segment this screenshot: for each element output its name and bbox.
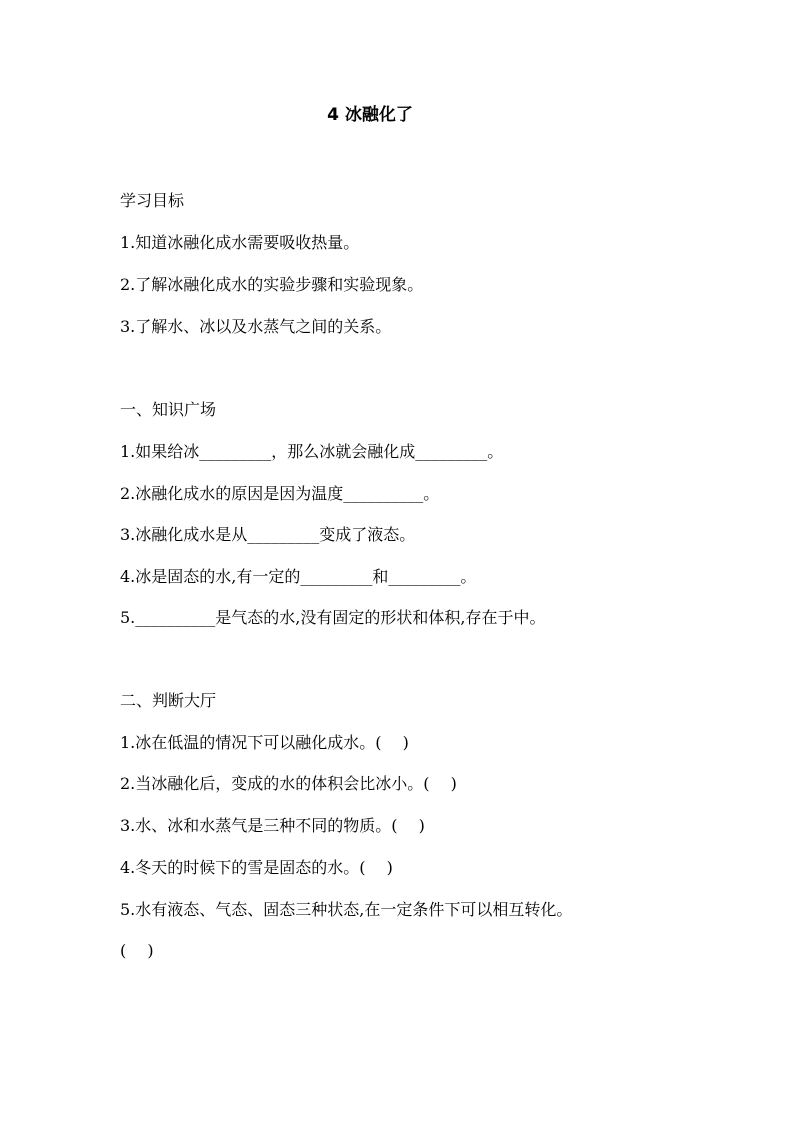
answer-parentheses: ( ) bbox=[120, 941, 154, 960]
knowledge-heading: 一、知识广场 bbox=[120, 400, 217, 419]
fill-blank-question: 2.冰融化成水的原因是因为温度__________。 bbox=[120, 484, 440, 503]
true-false-question: 2.当冰融化后，变成的水的体积会比冰小。( ) bbox=[120, 774, 457, 793]
page-title: 4 冰融化了 bbox=[327, 105, 413, 125]
objective-item: 1.知道冰融化成水需要吸收热量。 bbox=[120, 233, 360, 252]
true-false-question: 4.冬天的时候下的雪是固态的水。( ) bbox=[120, 858, 393, 877]
objective-item: 3.了解水、冰以及水蒸气之间的关系。 bbox=[120, 317, 392, 336]
objective-item: 2.了解冰融化成水的实验步骤和实验现象。 bbox=[120, 275, 424, 294]
fill-blank-question: 3.冰融化成水是从_________变成了液态。 bbox=[120, 525, 416, 544]
true-false-question: 1.冰在低温的情况下可以融化成水。( ) bbox=[120, 733, 409, 752]
judgement-heading: 二、判断大厅 bbox=[120, 691, 217, 710]
true-false-question: 3.水、冰和水蒸气是三种不同的物质。( ) bbox=[120, 816, 425, 835]
fill-blank-question: 1.如果给冰_________，那么冰就会融化成_________。 bbox=[120, 442, 504, 461]
fill-blank-question: 5.__________是气态的水,没有固定的形状和体积,存在于中。 bbox=[120, 608, 546, 627]
fill-blank-question: 4.冰是固态的水,有一定的_________和_________。 bbox=[120, 567, 477, 586]
objectives-heading: 学习目标 bbox=[120, 191, 185, 210]
true-false-question: 5.水有液态、气态、固态三种状态,在一定条件下可以相互转化。 bbox=[120, 900, 573, 919]
